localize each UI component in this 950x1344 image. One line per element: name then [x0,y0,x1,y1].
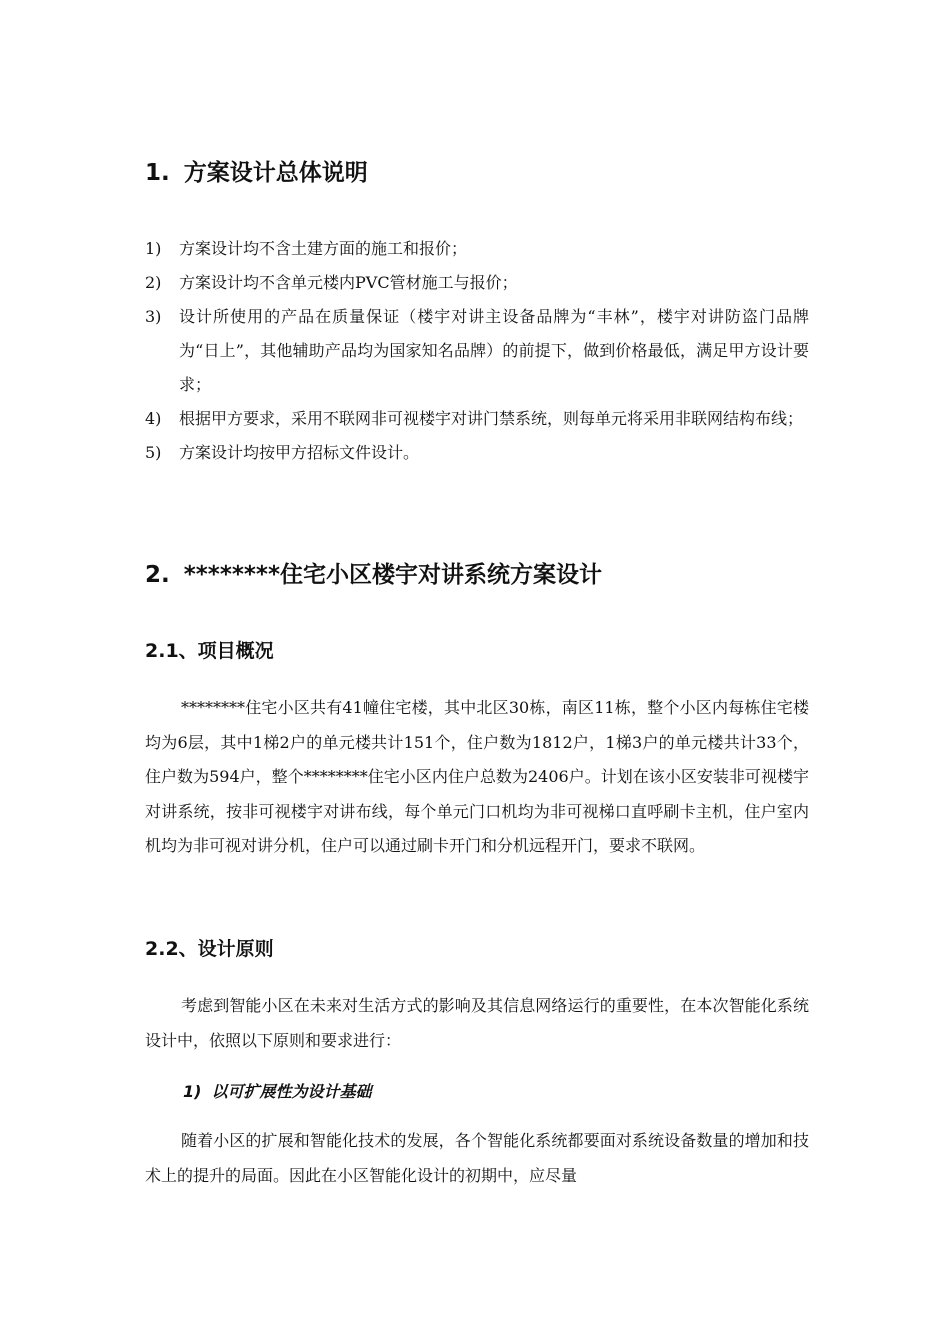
list-item-marker: 3) [145,307,162,326]
list-item-text: 方案设计均按甲方招标文件设计。 [179,443,420,462]
section-2-heading [145,560,602,590]
subsection-2-2-heading: 2.2、设计原则 [145,938,274,960]
section-2-title: ********住宅小区楼宇对讲系统方案设计 [183,562,602,588]
list-item [145,402,809,436]
principle-1-title: 以可扩展性为设计基础 [211,1082,372,1101]
section-1-title: 方案设计总体说明 [183,160,368,186]
project-overview-paragraph: ********住宅小区共有41幢住宅楼，其中北区30栋，南区11栋，整个小区内每栋住宅楼均为6层，其中1梯2户的单元楼共计151个，住户数为1812户，1梯3户的单元楼共计33个，住户数为594户，整个********住宅小区内住户总数为2406户。计划在该小区安装非可视楼宇对讲系统，按非可视楼宇对讲布线，每个单元门口机均为非可视梯口直呼刷卡主机，住户室内机均为非可视对讲分机，住户可以通过刷卡开门和分机远程开门，要求不联网。 [145,698,809,855]
list-item-text: 方案设计均不含土建方面的施工和报价； [179,239,468,258]
subsection-2-1-heading: 2.1、项目概况 [145,640,274,662]
principle-1-heading [183,1080,371,1104]
section-1-list [145,232,809,470]
section-2-number: 2. [145,562,170,588]
list-item-text: 根据甲方要求，采用不联网非可视楼宇对讲门禁系统，则每单元将采用非联网结构布线； [179,409,804,428]
section-1-heading [145,158,368,188]
list-item [145,300,809,402]
list-item-marker: 1) [145,239,162,258]
list-item [145,266,809,300]
list-item [145,436,809,470]
list-item-marker: 5) [145,443,162,462]
design-principles-intro-paragraph: 考虑到智能小区在未来对生活方式的影响及其信息网络运行的重要性，在本次智能化系统设计中，依照以下原则和要求进行： [145,996,809,1050]
principle-1-paragraph: 随着小区的扩展和智能化技术的发展，各个智能化系统都要面对系统设备数量的增加和技术上的提升的局面。因此在小区智能化设计的初期中，应尽量 [145,1131,809,1185]
principle-1-number: 1) [183,1082,202,1101]
list-item-marker: 2) [145,273,162,292]
section-1-number: 1. [145,160,170,186]
list-item-text: 设计所使用的产品在质量保证（楼宇对讲主设备品牌为“丰林”，楼宇对讲防盗门品牌为“日上”，其他辅助产品均为国家知名品牌）的前提下，做到价格最低，满足甲方设计要求； [179,307,809,394]
list-item [145,232,809,266]
list-item-marker: 4) [145,409,162,428]
list-item-text: 方案设计均不含单元楼内PVC管材施工与报价； [179,273,518,292]
